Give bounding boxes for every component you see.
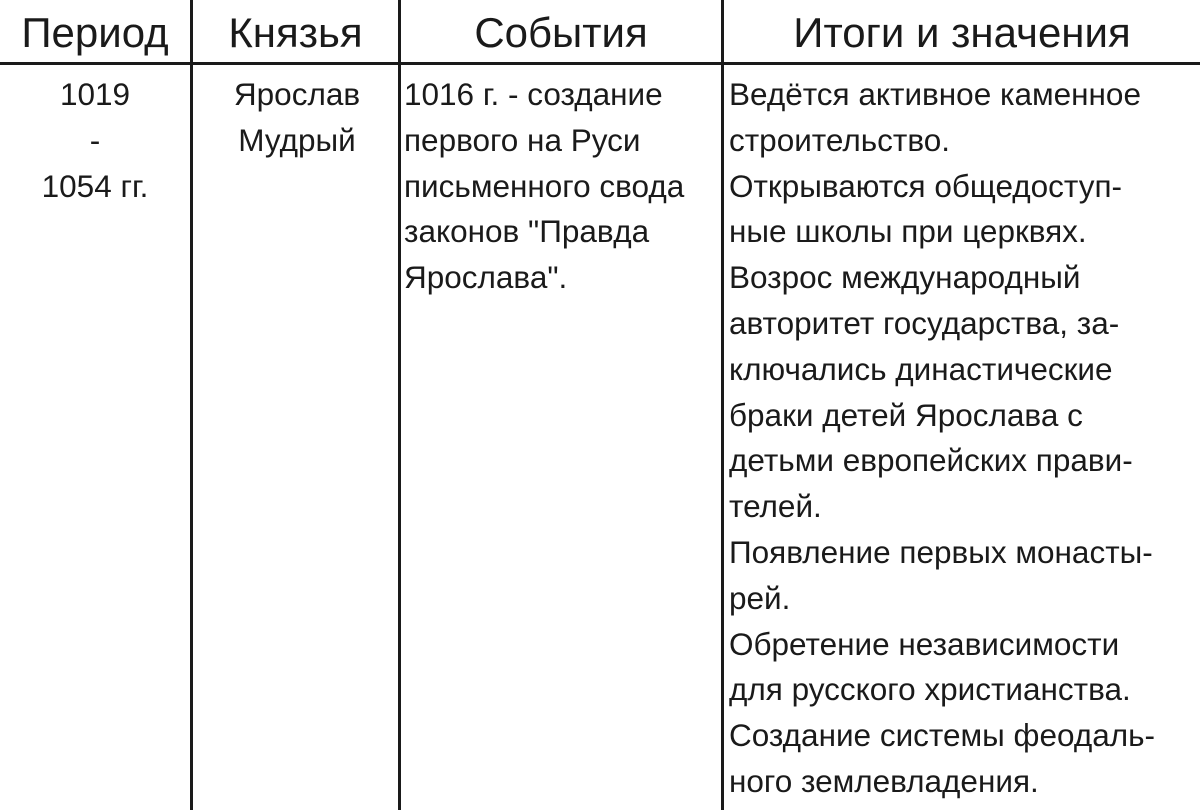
period-line: 1054 гг. [41,167,149,204]
header-period: Период [21,9,169,56]
event-line: 1016 г. - создание [404,76,663,112]
header-princes: Князья [228,9,363,56]
period-line: - [89,121,101,158]
header-results: Итоги и значения [793,9,1131,56]
result-line: браки детей Ярослава с [729,396,1083,433]
event-line: законов "Правда [404,213,650,250]
result-line: Появление первых монасты- [729,533,1153,570]
prince-line: Ярослав [233,76,361,112]
header-divider [0,62,1200,65]
result-line: ключались династические [729,350,1113,387]
column-divider-2 [398,0,401,810]
prince-line: Мудрый [238,121,356,158]
header-events: События [474,9,648,56]
event-line: Ярослава". [404,259,568,296]
prince-cell [196,72,398,164]
results-cell [729,72,1197,805]
result-line: для русского христианства. [729,671,1131,708]
result-line: Открываются общедоступ- [729,167,1123,204]
result-line: Ведётся активное каменное [729,76,1141,112]
result-line: ные школы при церквях. [729,213,1087,250]
result-line: телей. [729,488,822,525]
result-line: детьми европейских прави- [729,442,1133,479]
result-line: авторитет государства, за- [729,304,1120,341]
result-line: рей. [729,579,791,616]
result-line: строительство. [729,121,950,158]
events-cell [404,72,724,301]
result-line: Возрос международный [729,259,1081,296]
period-cell [0,72,190,209]
period-line: 1019 [59,76,131,112]
event-line: письменного свода [404,167,685,204]
event-line: первого на Руси [404,121,641,158]
result-line: Создание системы феодаль- [729,717,1156,754]
column-divider-1 [190,0,193,810]
result-line: Обретение независимости [729,625,1120,662]
result-line: ного землевладения. [729,762,1039,799]
